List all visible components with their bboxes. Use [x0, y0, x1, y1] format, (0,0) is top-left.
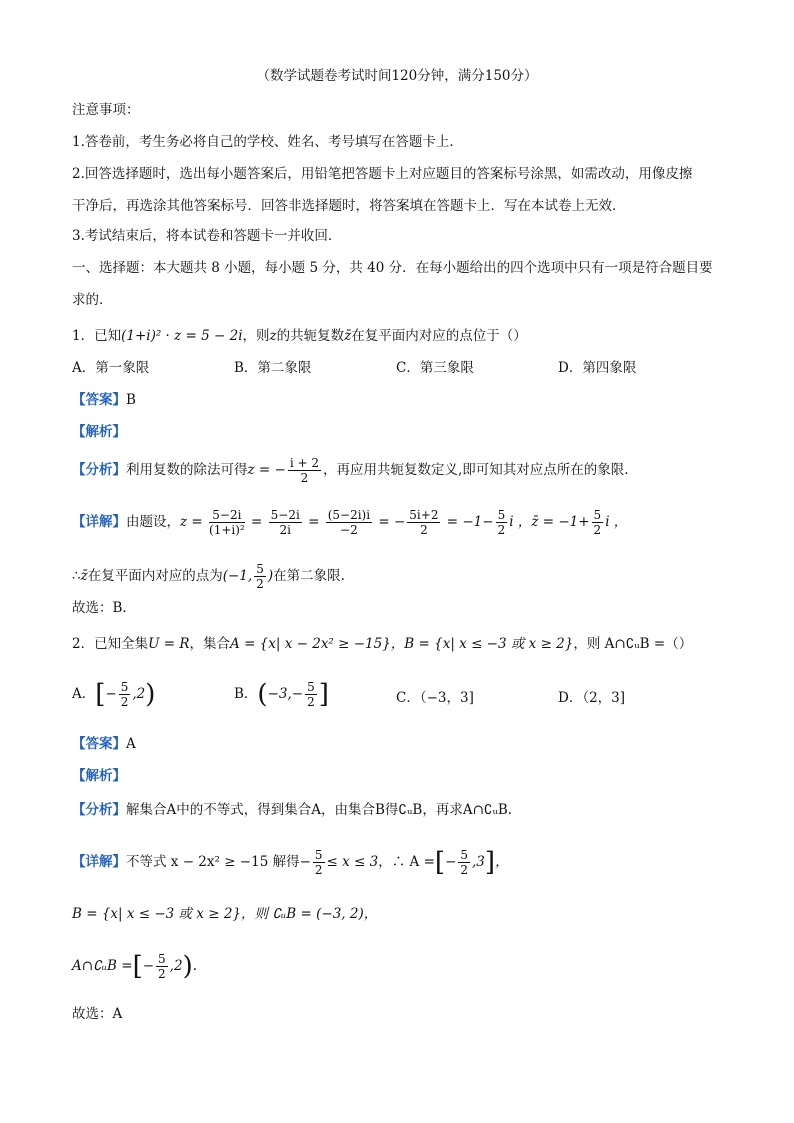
q2-option-b-label: B．: [234, 686, 258, 702]
q2-xiangjie: [72, 848, 734, 877]
note-item-1: 1.答卷前，考生务必将自己的学校、姓名、考号填写在答题卡上．: [72, 134, 463, 150]
q2-option-d: D．（2，3]: [558, 690, 626, 706]
q1-fenxi: [72, 456, 734, 485]
question-2-stem: [72, 634, 734, 654]
conclusion-zbar: z̄: [80, 568, 88, 584]
fenxi-text-2: ，再应用共轭复数定义,即可知其对应点所在的象限.: [322, 462, 629, 478]
q2-choice: 故选：A: [72, 1006, 123, 1022]
answer-value: B: [126, 392, 136, 408]
xiangjie-text-2: ，∴ A =: [378, 854, 435, 870]
q2-set-b: ，B = {x| x ≤ −3 或 x ≥ 2}: [390, 636, 574, 652]
fenxi-tag: 【分析】: [72, 462, 126, 478]
q2-option-a: A．[− $\frac{5}{2}$ ,2): [72, 679, 156, 710]
xiangjie-tag: 【详解】: [72, 854, 126, 870]
q1-zbar: z̄: [344, 328, 352, 344]
fenxi-text: 解集合A中的不等式，得到集合A，由集合B得∁ᵤB，再求A∩∁ᵤB.: [126, 802, 513, 818]
section-heading-cont: 求的．: [72, 292, 113, 308]
xiangjie-text: 由题设，: [126, 514, 180, 530]
q2-line-c-result: [− $\frac{5}{2}$ ,2).: [132, 951, 198, 982]
q1-mid2: 的共轭复数: [276, 328, 345, 344]
xiangjie-tag: 【详解】: [72, 514, 126, 530]
q1-z: z: [269, 328, 277, 344]
answer-tag: 【答案】: [72, 392, 126, 408]
q1-choice: 故选：B．: [72, 600, 136, 616]
q2-line-c-text: A∩∁ᵤB =: [72, 958, 133, 974]
xiangjie-range: − $\frac{5}{2}$ ≤ x ≤ 3: [299, 848, 379, 877]
notes-title: 注意事项：: [72, 102, 140, 118]
q2-prefix: 2．已知全集: [72, 636, 149, 652]
answer-tag: 【答案】: [72, 736, 126, 752]
q2-answer: [72, 734, 734, 754]
fenxi-formula: z = − $\frac{i + 2}{2}$: [247, 456, 319, 485]
note-item-2-cont: 干净后，再选涂其他答案标号．回答非选择题时，将答案填在答题卡上．写在本试卷上无效．: [72, 198, 626, 214]
note-item-2: 2.回答选择题时，选出每小题答案后，用铅笔把答题卡上对应题目的答案标号涂黑，如需改动，用像皮擦: [72, 166, 693, 182]
section-heading: 一、选择题：本大题共 8 小题，每小题 5 分，共 40 分．在每小题给出的四个选项中只有一项是符合题目要: [72, 260, 713, 276]
q2-option-c: C．（−3，3]: [396, 690, 474, 706]
q2-analysis-tag: 【解析】: [72, 768, 126, 784]
xiangjie-text: 不等式 x − 2x² ≥ −15 解得: [126, 854, 300, 870]
q1-xiangjie: [72, 508, 734, 537]
q1-option-a: A．第一象限: [72, 360, 150, 376]
conclusion-post: 在第二象限.: [273, 568, 345, 584]
q2-option-b: B．(−3,− $\frac{5}{2}$ ]: [234, 679, 329, 710]
q2-option-a-label: A．: [72, 686, 96, 702]
q1-conclusion: [72, 562, 734, 591]
q2-set-a: A = {x| x − 2x² ≥ −15}: [230, 636, 391, 652]
xiangjie-set-a: [− $\frac{5}{2}$ ,3]，: [434, 847, 509, 878]
q2-line-b: B = {x| x ≤ −3 或 x ≥ 2}，则 ∁ᵤB = (−3, 2)，: [72, 906, 378, 922]
fenxi-text: 利用复数的除法可得: [126, 462, 248, 478]
question-1-stem: [72, 326, 734, 346]
q2-fenxi: [72, 800, 734, 820]
note-item-3: 3.考试结束后，将本试卷和答题卡一并收回．: [72, 228, 342, 244]
q1-prefix: 1．已知: [72, 328, 122, 344]
xiangjie-formula: z = $\frac{5-2i}{\text{(1+i)²}}$ = $\frac{5-2i}{2i}$ = $\frac{(5-2i)i}{-2}$ = − $\frac{5i+2}{2}$ = −1− $\frac{5}{2}$ i ，z̄ = −1+ $\frac{5}{2}$ i ，: [180, 508, 628, 537]
q1-mid: ，则: [242, 328, 270, 344]
conclusion-point: (−1, $\frac{5}{2}$ ): [222, 562, 274, 591]
fenxi-tag: 【分析】: [72, 802, 126, 818]
q1-option-c: C．第三象限: [396, 360, 474, 376]
q1-answer: [72, 390, 734, 410]
q1-option-d: D．第四象限: [558, 360, 637, 376]
q1-option-b: B．第二象限: [234, 360, 312, 376]
exam-info: （数学试题卷考试时间120分钟，满分150分）: [256, 68, 538, 84]
answer-value: A: [126, 736, 136, 752]
conclusion-mid: 在复平面内对应的点为: [87, 568, 223, 584]
q1-equation: (1+i)² · z = 5 − 2i: [121, 328, 243, 344]
q2-line-c: [72, 952, 734, 981]
conclusion-pre: ∴: [72, 568, 81, 584]
q2-universal-set: U = R: [148, 636, 190, 652]
q1-analysis-tag: 【解析】: [72, 424, 126, 440]
q1-suffix: 在复平面内对应的点位于（）: [351, 328, 527, 344]
q2-suffix: ，则 A∩∁ᵤB =（）: [573, 636, 693, 652]
q2-mid: ，集合: [189, 636, 231, 652]
